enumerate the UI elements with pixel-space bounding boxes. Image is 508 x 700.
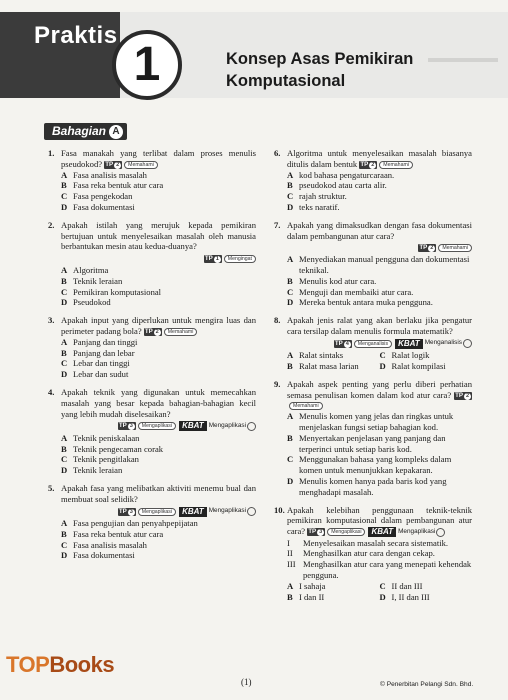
option-c[interactable]: C II dan III	[379, 580, 423, 591]
option-d[interactable]: D Menulis komen hanya pada baris kod yang menghadapi masalah.	[287, 475, 447, 497]
level-badge: Mengaplikasi	[327, 528, 365, 536]
question-number: 9.	[274, 378, 281, 389]
chapter-title-line1: Konsep Asas Pemikiran	[226, 50, 414, 68]
tp-badge: TP 2	[144, 328, 162, 336]
kbat-label: Menganalisis	[424, 339, 462, 347]
question-9	[274, 379, 472, 498]
question-3	[48, 315, 256, 380]
question-4	[48, 387, 256, 476]
option-d[interactable]: D Fasa dokumentasi	[61, 201, 135, 212]
left-column	[48, 148, 256, 568]
option-b[interactable]: B Ralat masa larian	[287, 360, 359, 371]
option-d[interactable]: D Lebar dan sudut	[61, 369, 129, 380]
question-number: 1.	[48, 148, 55, 158]
option-a[interactable]: A Algoritma	[61, 264, 109, 275]
question-tags	[48, 506, 256, 517]
level-badge: Mengaplikasi	[138, 422, 176, 430]
lightbulb-icon	[463, 339, 472, 348]
option-c[interactable]: C Menggunakan bahasa yang kompleks dalam komen untuk menunjukkan kepakaran.	[287, 454, 452, 476]
question-text: Fasa manakah yang terlibat dalam proses menulis pseudokod?	[61, 148, 256, 169]
option-d[interactable]: D Ralat kompilasi	[379, 360, 446, 371]
page-number: (1)	[241, 677, 252, 687]
option-c[interactable]: C Menguji dan membaiki atur cara.	[287, 286, 414, 297]
kbat-badge: KBAT	[179, 421, 207, 431]
option-a[interactable]: A Panjang dan tinggi	[61, 336, 138, 347]
question-tags	[48, 420, 256, 431]
question-text: Apakah istilah yang merujuk kepada pemikiran bertujuan untuk menyelesaikan masalah oleh manusia berbantukan mesin atau kedua-duanya?	[61, 219, 256, 252]
question-number: 3.	[48, 315, 55, 326]
header-faint-mark	[428, 58, 498, 62]
right-column	[274, 148, 472, 609]
level-badge: Menganalisis	[354, 340, 392, 348]
chapter-header	[0, 0, 508, 100]
option-d[interactable]: D Pseudokod	[61, 297, 111, 308]
question-6	[274, 148, 472, 213]
question-2	[48, 220, 256, 308]
option-a[interactable]: A Ralat sintaks	[287, 350, 344, 361]
option-d[interactable]: D Mereka bentuk antara muka pengguna.	[287, 297, 433, 308]
tp-badge: TP 2	[359, 161, 377, 169]
option-d[interactable]: D Teknik leraian	[61, 465, 123, 476]
question-text: Apakah jenis ralat yang akan berlaku jika pengatur cara tersilap dalam menulis formula matematik?	[287, 315, 472, 336]
tp-badge: TP 2	[454, 392, 472, 400]
option-a[interactable]: A Fasa pengujian dan penyahpepijatan	[61, 517, 198, 528]
question-number: 7.	[274, 219, 281, 230]
option-c[interactable]: C Lebar dan tinggi	[61, 358, 130, 369]
question-number: 4.	[48, 386, 55, 397]
option-d[interactable]: D Fasa dokumentasi	[61, 550, 135, 561]
tp-badge: TP 2	[418, 244, 436, 252]
statement-ii: II Menghasilkan atur cara dengan cekap.	[287, 548, 435, 559]
option-b[interactable]: B Teknik pengecaman corak	[61, 443, 164, 454]
option-a[interactable]: A Teknik peniskalaan	[61, 432, 140, 443]
option-b[interactable]: B I dan II	[287, 591, 325, 602]
question-10	[274, 505, 472, 603]
question-text: Apakah fasa yang melibatkan aktiviti menemu bual dan membuat soal selidik?	[61, 482, 256, 504]
option-d[interactable]: D teks naratif.	[287, 201, 340, 212]
kbat-label: Mengaplikasi	[208, 421, 246, 429]
tp-badge: TP 4	[334, 340, 352, 348]
question-text: Apakah aspek penting yang perlu diberi perhatian semasa penulisan komen dalam kod atur cara?	[287, 378, 472, 400]
option-c[interactable]: C Ralat logik	[379, 350, 430, 361]
level-badge: Memahami	[379, 161, 413, 169]
tp-badge: TP 3	[118, 508, 136, 516]
tp-badge: TP 2	[104, 161, 122, 169]
question-number: 6.	[274, 148, 281, 158]
option-a[interactable]: A Fasa analisis masalah	[61, 169, 147, 180]
question-text: Apakah kelebihan penggunaan teknik-teknik pemikiran komputasional dalam pembangunan atur cara?	[287, 504, 472, 537]
option-a[interactable]: A I sahaja	[287, 580, 326, 591]
level-badge: Mengingat	[224, 255, 256, 263]
option-b[interactable]: B Fasa reka bentuk atur cara	[61, 528, 164, 539]
kbat-label: Mengaplikasi	[208, 507, 246, 515]
option-b[interactable]: B Menulis kod atur cara.	[287, 275, 377, 286]
option-b[interactable]: B Panjang dan lebar	[61, 347, 135, 358]
question-1	[48, 148, 256, 213]
section-label-text: Bahagian	[52, 124, 107, 138]
level-badge: Mengaplikasi	[138, 508, 176, 516]
section-letter: A	[109, 125, 123, 139]
chapter-title	[226, 48, 466, 92]
statement-iii: III Menghasilkan atur cara yang menepati kehendak pengguna.	[287, 559, 472, 580]
kbat-label: Mengaplikasi	[398, 527, 436, 535]
question-number: 5.	[48, 482, 55, 493]
level-badge: Memahami	[438, 244, 472, 252]
tp-badge: TP 3	[307, 528, 325, 536]
level-badge: Memahami	[289, 402, 323, 410]
level-badge: Memahami	[124, 161, 158, 169]
statement-i: I Menyelesaikan masalah secara sistematik.	[287, 537, 449, 548]
copyright: © Penerbitan Pelangi Sdn. Bhd.	[380, 681, 474, 688]
option-grid	[287, 350, 472, 372]
option-a[interactable]: A kod bahasa pengaturcaraan.	[287, 169, 395, 180]
option-b[interactable]: B Menyertakan penjelasan yang panjang dan terperinci untuk setiap baris kod.	[287, 432, 446, 454]
question-tags	[274, 338, 472, 349]
tp-badge: TP 3	[118, 422, 136, 430]
option-c[interactable]: C Pemikiran komputasional	[61, 286, 162, 297]
kbat-badge: KBAT	[395, 339, 423, 349]
question-text: Apakah teknik yang digunakan untuk memecahkan masalah yang besar kepada bahagian-bahagian kecil yang lebih mudah diselesaikan?	[61, 386, 256, 419]
question-text: Apakah input yang diperlukan untuk mengira luas dan perimeter padang bola?	[61, 315, 256, 336]
kbat-badge: KBAT	[179, 507, 207, 517]
question-number: 8.	[274, 315, 281, 326]
question-text: Apakah yang dimaksudkan dengan fasa dokumentasi dalam pembangunan atur cara?	[287, 219, 472, 241]
tp-badge: TP 1	[204, 255, 222, 263]
option-b[interactable]: B pseudokod atau carta alir.	[287, 180, 387, 191]
chapter-number: 1	[112, 30, 182, 100]
question-5	[48, 483, 256, 561]
option-b[interactable]: B Teknik leraian	[61, 275, 123, 286]
option-d[interactable]: D I, II dan III	[379, 591, 430, 602]
section-label	[44, 123, 127, 140]
option-a[interactable]: A Menulis komen yang jelas dan ringkas untuk menjelaskan fungsi setiap bahagian kod.	[287, 411, 454, 432]
kbat-badge: KBAT	[368, 527, 396, 537]
question-tags	[48, 253, 256, 264]
lightbulb-icon	[247, 507, 256, 516]
question-number: 2.	[48, 219, 55, 230]
question-number: 10.	[274, 504, 285, 515]
question-text: Algoritma untuk menyelesaikan masalah biasanya ditulis dalam bentuk	[287, 148, 472, 169]
chapter-title-line2: Komputasional	[226, 72, 346, 90]
question-8	[274, 315, 472, 372]
topbooks-logo: TOPBooks	[6, 652, 115, 677]
lightbulb-icon	[436, 528, 445, 537]
option-c[interactable]: C Teknik pengitlakan	[61, 454, 139, 465]
option-c[interactable]: C Fasa analisis masalah	[61, 539, 147, 550]
lightbulb-icon	[247, 422, 256, 431]
option-b[interactable]: B Fasa reka bentuk atur cara	[61, 180, 164, 191]
option-c[interactable]: C rajah struktur.	[287, 191, 347, 202]
option-grid	[287, 581, 472, 603]
question-7	[274, 220, 472, 308]
question-tags	[274, 242, 472, 253]
option-a[interactable]: A Menyediakan manual pengguna dan dokumentasi teknikal.	[287, 254, 470, 275]
option-c[interactable]: C Fasa pengekodan	[61, 191, 133, 202]
level-badge: Memahami	[164, 328, 198, 336]
praktis-label: Praktis	[34, 22, 118, 49]
